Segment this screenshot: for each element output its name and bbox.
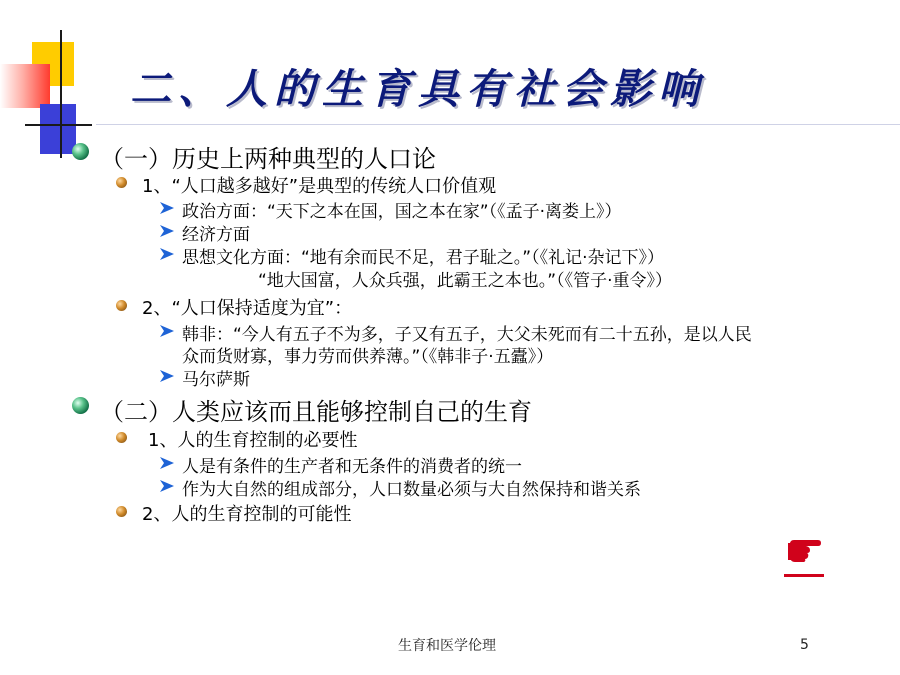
corner-horizontal-line <box>25 124 92 126</box>
blue-arrow-bullet-icon <box>160 325 174 337</box>
list-item: 人是有条件的生产者和无条件的消费者的统一 <box>182 457 522 477</box>
list-item: 作为大自然的组成部分，人口数量必须与大自然保持和谐关系 <box>182 480 641 500</box>
page-number: 5 <box>800 637 809 653</box>
corner-blue-square <box>40 104 76 154</box>
list-item-continuation: 众而货财寡，事力劳而供养薄。”（《韩非子·五蠹》） <box>182 347 554 367</box>
section-heading: （一）历史上两种典型的人口论 <box>100 145 436 173</box>
list-item: 韩非：“今人有五子不为多，子又有五子，大父未死而有二十五孙，是以人民 <box>182 325 752 345</box>
blue-arrow-bullet-icon <box>160 480 174 492</box>
point-label: 1、人的生育控制的必要性 <box>148 430 358 451</box>
list-item-continuation: “地大国富，人众兵强，此霸王之本也。”（《管子·重令》） <box>258 271 673 291</box>
list-item: 政治方面：“天下之本在国，国之本在家”（《孟子·离娄上》） <box>182 202 622 222</box>
point-label: 2、“人口保持适度为宜”： <box>142 298 353 319</box>
slide-title: 二、人的生育具有社会影响 <box>130 65 706 113</box>
blue-arrow-bullet-icon <box>160 202 174 214</box>
list-item: 思想文化方面：“地有余而民不足，君子耻之。”（《礼记·杂记下》） <box>182 248 665 268</box>
list-item: 经济方面 <box>182 225 250 245</box>
list-item: 马尔萨斯 <box>182 370 250 390</box>
footer-text: 生育和医学伦理 <box>398 638 496 654</box>
pointing-hand-underline[interactable] <box>784 574 824 577</box>
blue-arrow-bullet-icon <box>160 225 174 237</box>
blue-arrow-bullet-icon <box>160 248 174 260</box>
orange-dot-bullet-icon <box>116 506 127 517</box>
globe-bullet-icon <box>72 397 89 414</box>
corner-vertical-line <box>60 30 62 158</box>
orange-dot-bullet-icon <box>116 300 127 311</box>
section-heading: （二）人类应该而且能够控制自己的生育 <box>100 398 532 426</box>
title-divider <box>96 124 900 125</box>
corner-red-gradient-block <box>0 64 50 108</box>
point-label: 2、人的生育控制的可能性 <box>142 504 352 525</box>
blue-arrow-bullet-icon <box>160 457 174 469</box>
globe-bullet-icon <box>72 143 89 160</box>
blue-arrow-bullet-icon <box>160 370 174 382</box>
orange-dot-bullet-icon <box>116 177 127 188</box>
pointing-hand-icon[interactable] <box>788 534 822 564</box>
orange-dot-bullet-icon <box>116 432 127 443</box>
point-label: 1、“人口越多越好”是典型的传统人口价值观 <box>142 176 497 197</box>
